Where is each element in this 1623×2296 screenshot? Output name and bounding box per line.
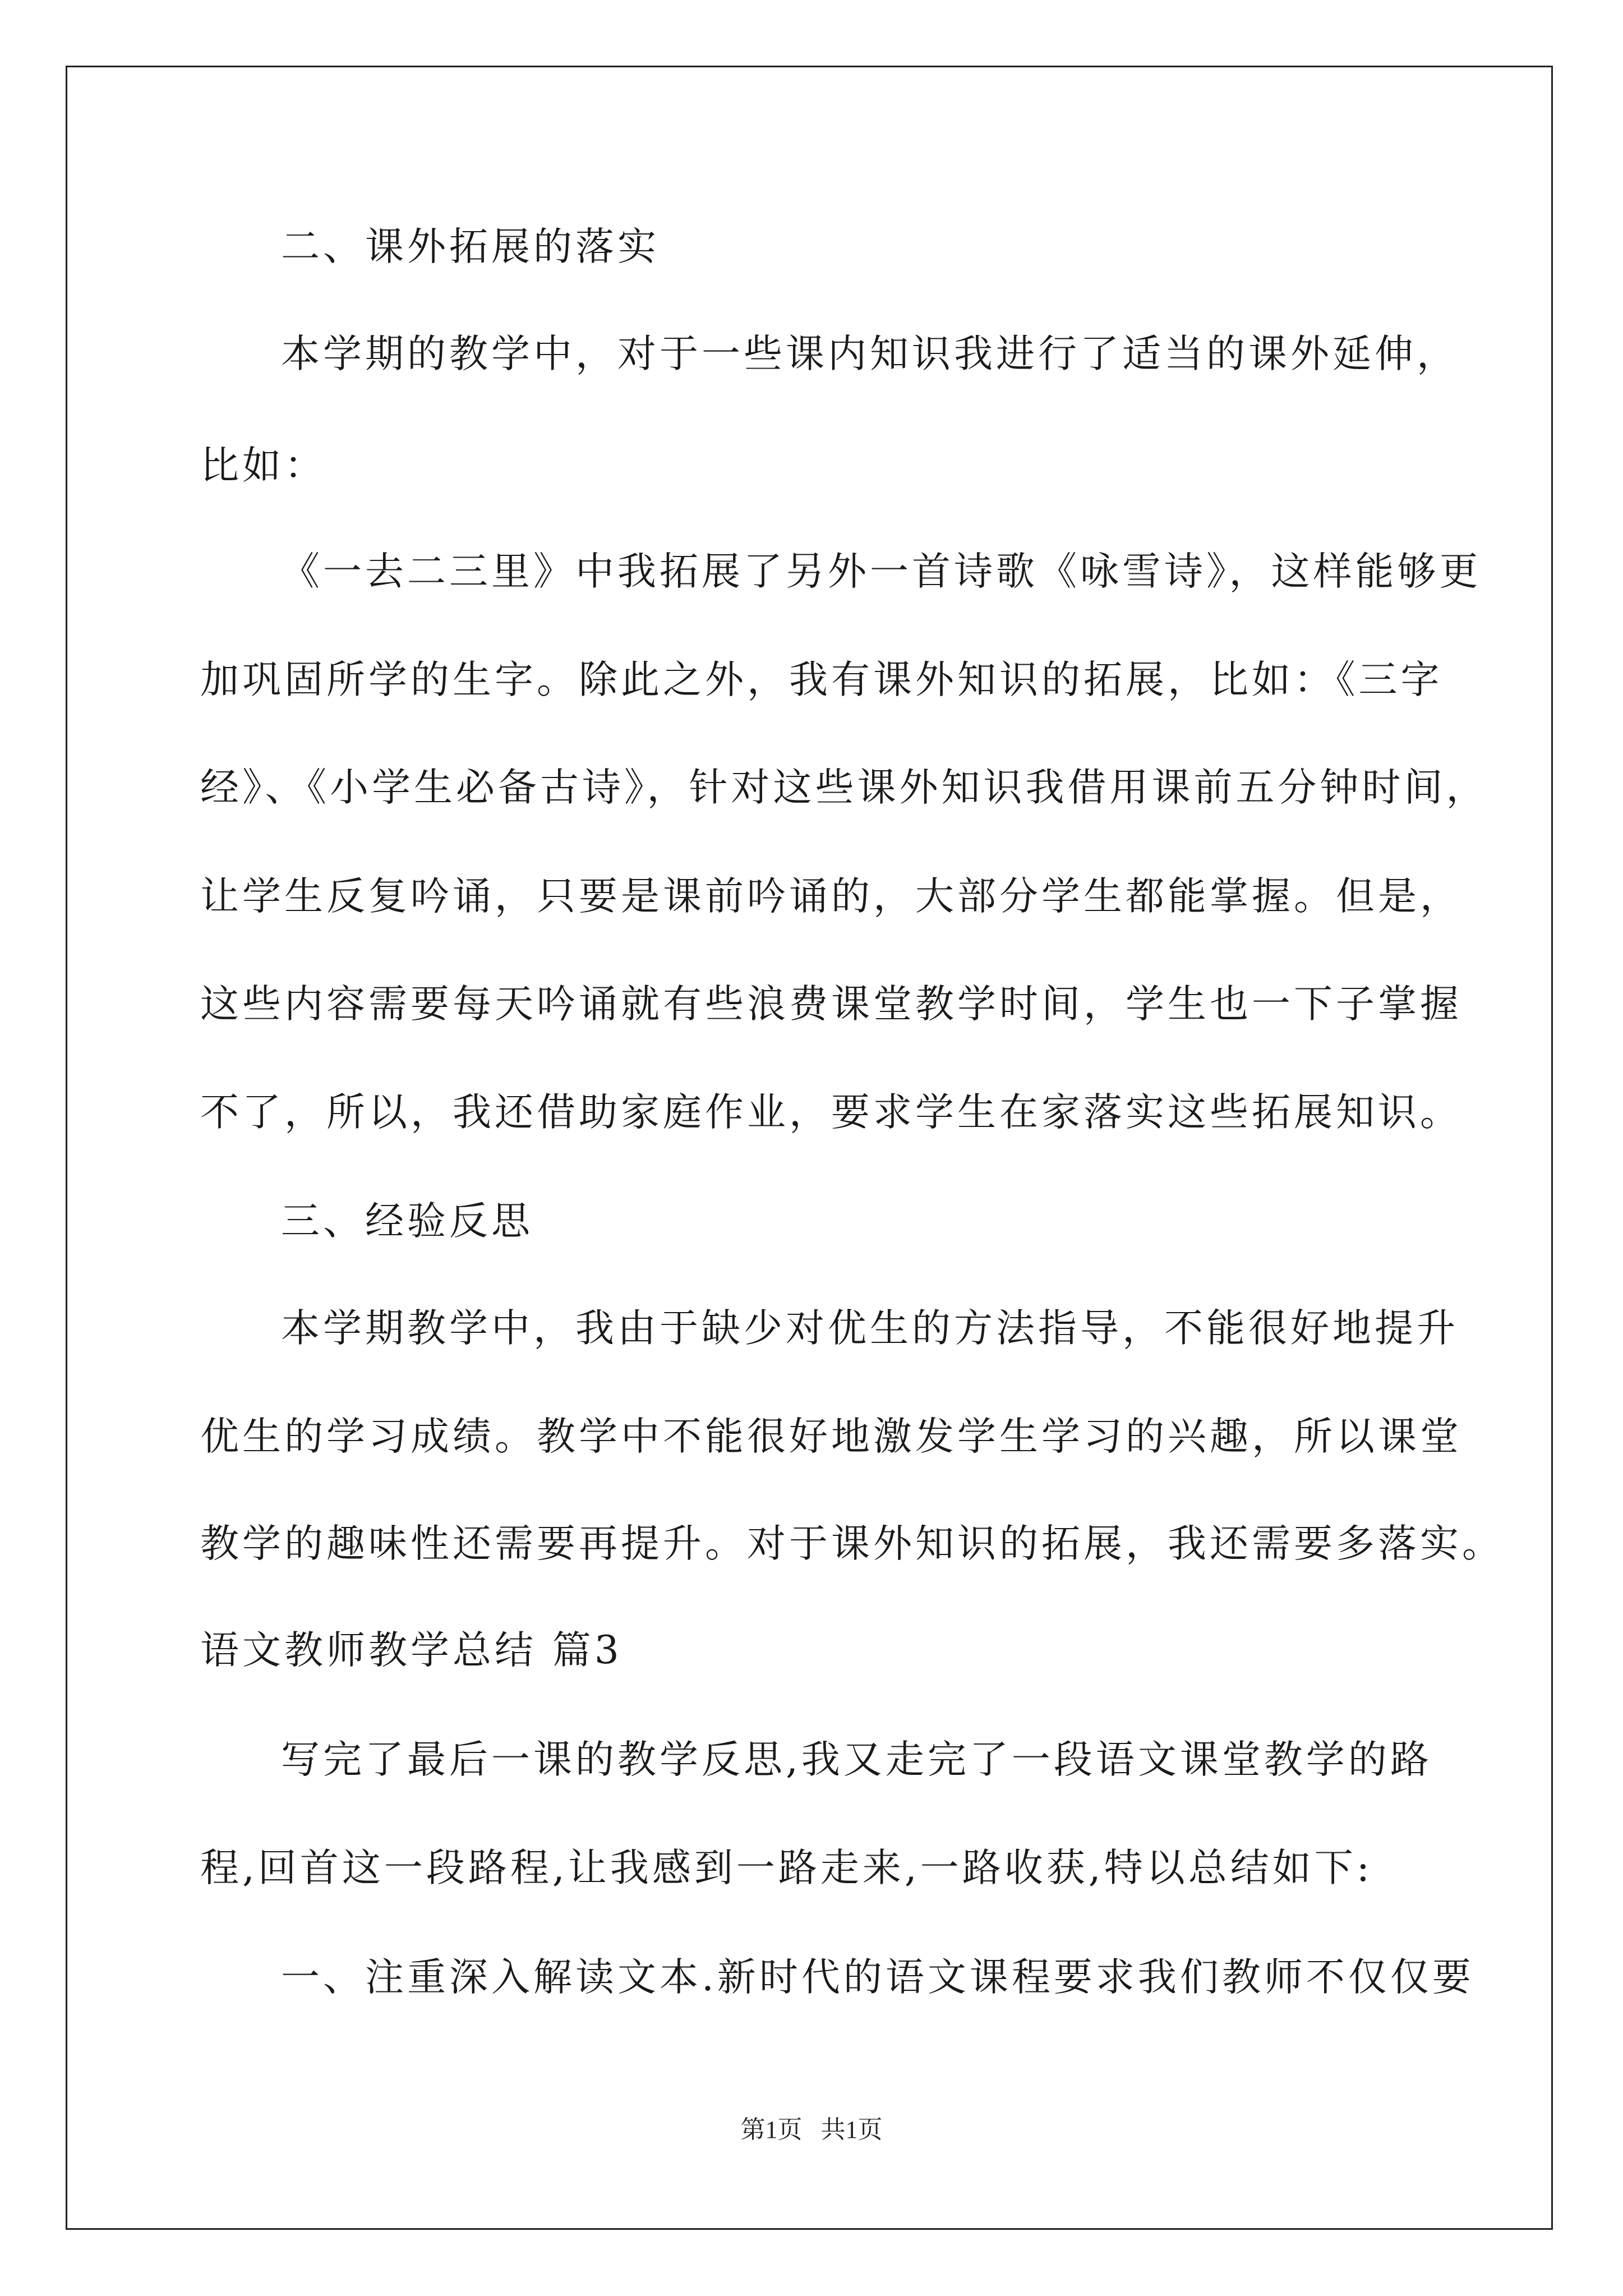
paragraph-line: 本学期教学中，我由于缺少对优生的方法指导，不能很好地提升 [281,1306,1459,1351]
paragraph-line: 一、注重深入解读文本.新时代的语文课程要求我们教师不仅仅要 [281,1955,1474,2000]
paragraph-line: 这些内容需要每天吟诵就有些浪费课堂教学时间，学生也一下子掌握 [200,982,1462,1027]
page-footer: 第1页 共1页 [740,2116,883,2143]
paragraph-line: 加巩固所学的生字。除此之外，我有课外知识的拓展，比如：《三字 [200,657,1443,702]
paragraph-line: 本学期的教学中，对于一些课内知识我进行了适当的课外延伸， [281,332,1459,376]
article-title: 语文教师教学总结 篇3 [200,1628,623,1673]
section-heading-2: 二、课外拓展的落实 [281,224,660,269]
paragraph-line: 程,回首这一段路程,让我感到一路走来,一路收获,特以总结如下: [200,1846,1373,1890]
paragraph-line: 优生的学习成绩。教学中不能很好地激发学生学习的兴趣，所以课堂 [200,1414,1462,1459]
paragraph-line: 教学的趣味性还需要再提升。对于课外知识的拓展，我还需要多落实。 [200,1521,1504,1566]
section-heading-3: 三、经验反思 [281,1199,533,1244]
paragraph-line: 经》、《小学生必备古诗》，针对这些课外知识我借用课前五分钟时间， [200,765,1488,810]
page-border [66,66,1553,2230]
paragraph-line: 《一去二三里》中我拓展了另外一首诗歌《咏雪诗》，这样能够更 [281,549,1482,594]
paragraph-line: 不了，所以，我还借助家庭作业，要求学生在家落实这些拓展知识。 [200,1090,1462,1135]
paragraph-line: 比如： [200,443,326,488]
paragraph-line: 让学生反复吟诵，只要是课前吟诵的，大部分学生都能掌握。但是， [200,874,1462,919]
paragraph-line: 写完了最后一课的教学反思,我又走完了一段语文课堂教学的路 [281,1737,1432,1782]
